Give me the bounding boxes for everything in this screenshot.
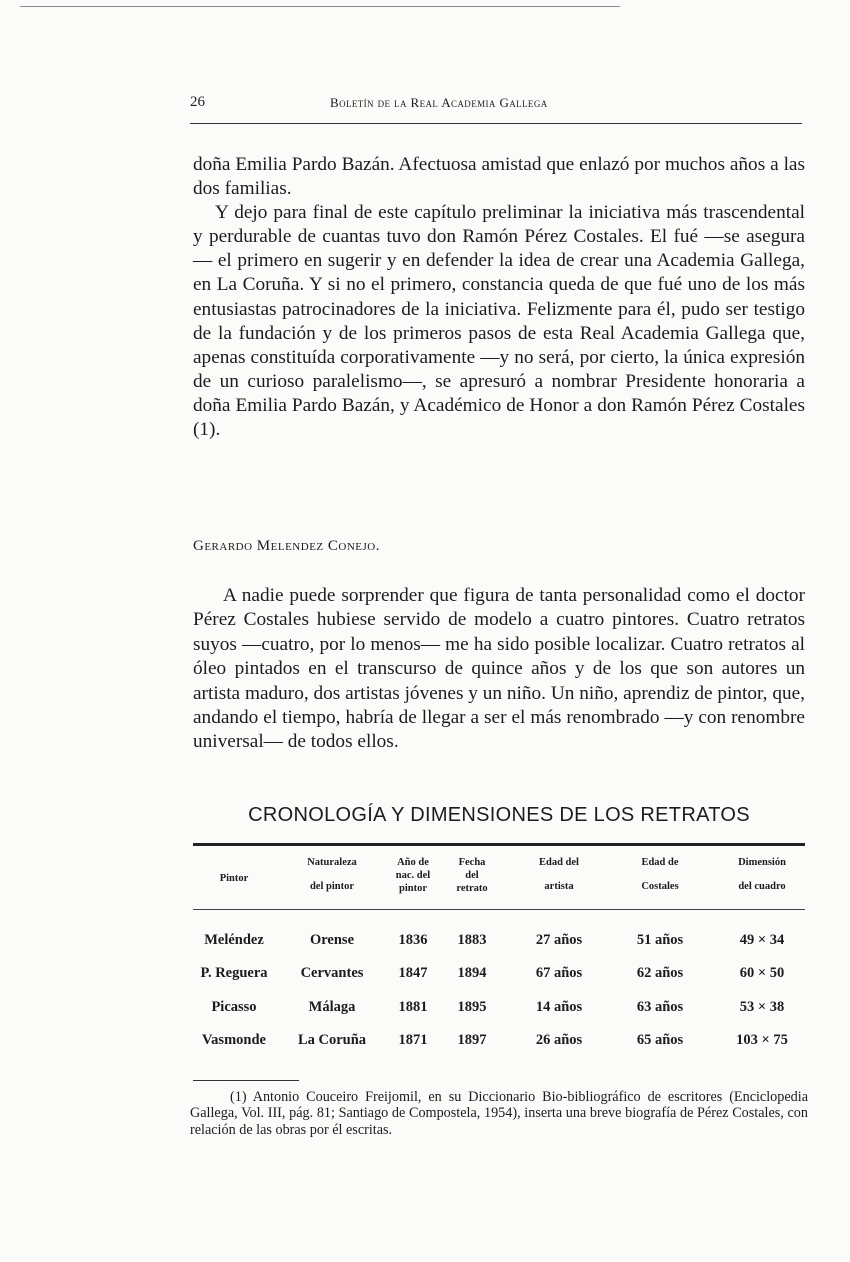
cell-pintor: Meléndez xyxy=(204,932,264,948)
cell-dimension: 49 × 34 xyxy=(739,932,785,948)
table-top-rule xyxy=(193,843,805,846)
cell-edad-costales: 51 años xyxy=(636,932,684,948)
section-author-heading: Gerardo Melendez Conejo. xyxy=(193,538,380,554)
cell-edad-artista: 14 años xyxy=(535,999,583,1015)
table-header-rule xyxy=(193,909,805,910)
cell-dimension: 60 × 50 xyxy=(739,965,785,981)
cell-dimension: 103 × 75 xyxy=(736,1032,788,1048)
cell-edad-costales: 63 años xyxy=(636,999,684,1015)
cell-pintor: Vasmonde xyxy=(202,1032,266,1048)
header-fecha-1: Fecha xyxy=(458,857,486,868)
cell-edad-artista: 67 años xyxy=(535,965,583,981)
table-title: CRONOLOGÍA Y DIMENSIONES DE LOS RETRATOS xyxy=(248,804,750,826)
page-number: 26 xyxy=(190,94,205,110)
cell-pintor: Picasso xyxy=(211,999,257,1015)
paragraph: A nadie puede sorprender que figura de tanta personalidad como el doctor Pérez Costales hubiese servido de modelo a cuatro pintores. Cuatro retratos suyos —cuatro, por lo menos— me ha sido posible localizar. Cuatro retratos al óleo pintados en el transcurso de quince años y de los que son autores un artista maduro, dos artistas jóvenes y un niño. Un niño, aprendiz de pintor, que, andando el tiempo, habría de llegar a ser el más renombrado —y con renombre universal— de todos ellos. xyxy=(193,585,805,753)
cell-naturaleza: Málaga xyxy=(308,999,356,1015)
journal-title: Boletín de la Real Academia Gallega xyxy=(330,95,548,110)
top-edge-rule xyxy=(20,6,620,7)
cell-naturaleza: La Coruña xyxy=(297,1032,367,1048)
table-row xyxy=(193,1032,805,1056)
cell-pintor: P. Reguera xyxy=(200,965,268,981)
cell-fecha: 1894 xyxy=(457,965,487,981)
cell-naturaleza: Cervantes xyxy=(300,965,364,981)
portraits-text xyxy=(193,584,805,755)
header-dimension-1: Dimensión xyxy=(738,857,786,868)
header-pintor: Pintor xyxy=(219,873,249,884)
cell-edad-artista: 27 años xyxy=(535,932,583,948)
header-edad-costales-2: Costales xyxy=(641,881,679,892)
cell-nacimiento: 1847 xyxy=(398,965,428,981)
header-naturaleza-1: Naturaleza xyxy=(307,857,357,868)
header-edad-costales-1: Edad de xyxy=(641,857,679,868)
cell-edad-costales: 65 años xyxy=(636,1032,684,1048)
cell-nacimiento: 1871 xyxy=(398,1032,428,1048)
paragraph: doña Emilia Pardo Bazán. Afectuosa amistad que enlazó por muchos años a las dos familias. xyxy=(193,154,805,200)
cell-naturaleza: Orense xyxy=(309,932,355,948)
cell-fecha: 1897 xyxy=(457,1032,487,1048)
cell-edad-artista: 26 años xyxy=(535,1032,583,1048)
header-ano-1: Año de xyxy=(397,857,429,868)
intro-text xyxy=(193,153,805,442)
cell-fecha: 1895 xyxy=(457,999,487,1015)
cell-fecha: 1883 xyxy=(457,932,487,948)
cell-nacimiento: 1881 xyxy=(398,999,428,1015)
table-row xyxy=(193,932,805,956)
header-ano-3: pintor xyxy=(398,883,427,894)
header-naturaleza-2: del pintor xyxy=(309,881,355,892)
cell-edad-costales: 62 años xyxy=(636,965,684,981)
running-header xyxy=(190,94,800,116)
cell-dimension: 53 × 38 xyxy=(739,999,785,1015)
table-row xyxy=(193,999,805,1023)
header-fecha-2: del xyxy=(465,870,479,881)
header-dimension-2: del cuadro xyxy=(738,881,786,892)
table-row xyxy=(193,965,805,989)
header-rule xyxy=(190,123,802,124)
cell-nacimiento: 1836 xyxy=(398,932,428,948)
header-ano-2: nac. del xyxy=(395,870,431,881)
footnote-rule xyxy=(193,1080,299,1081)
header-fecha-3: retrato xyxy=(456,883,488,894)
footnote xyxy=(190,1089,808,1138)
footnote-text: (1) Antonio Couceiro Freijomil, en su Diccionario Bio-bibliográfico de escritores (Enciclopedia Gallega, Vol. III, pág. 81; Santiago de Compostela, 1954), inserta una breve biografía de Pérez Costales, con relación de las obras por él escritas. xyxy=(190,1089,808,1138)
header-edad-artista-1: Edad del xyxy=(539,857,579,868)
paragraph: Y dejo para final de este capítulo preliminar la iniciativa más trascendental y perdurable de cuantas tuvo don Ramón Pérez Costales. El fué —se asegura— el primero en sugerir y en defender la idea de crear una Academia Gallega, en La Coruña. Y si no el primero, constancia queda de que fué uno de los más entusiastas patrocinadores de la iniciativa. Felizmente para él, pudo ser testigo de la fundación y de los primeros pasos de esta Real Academia Gallega que, apenas constituída corporativamente —y no será, por cierto, la única expresión de un curioso paralelismo—, se apresuró a nombrar Presidente honoraria a doña Emilia Pardo Bazán, y Académico de Honor a don Ramón Pérez Costales (1). xyxy=(193,202,805,441)
header-edad-artista-2: artista xyxy=(544,881,574,892)
